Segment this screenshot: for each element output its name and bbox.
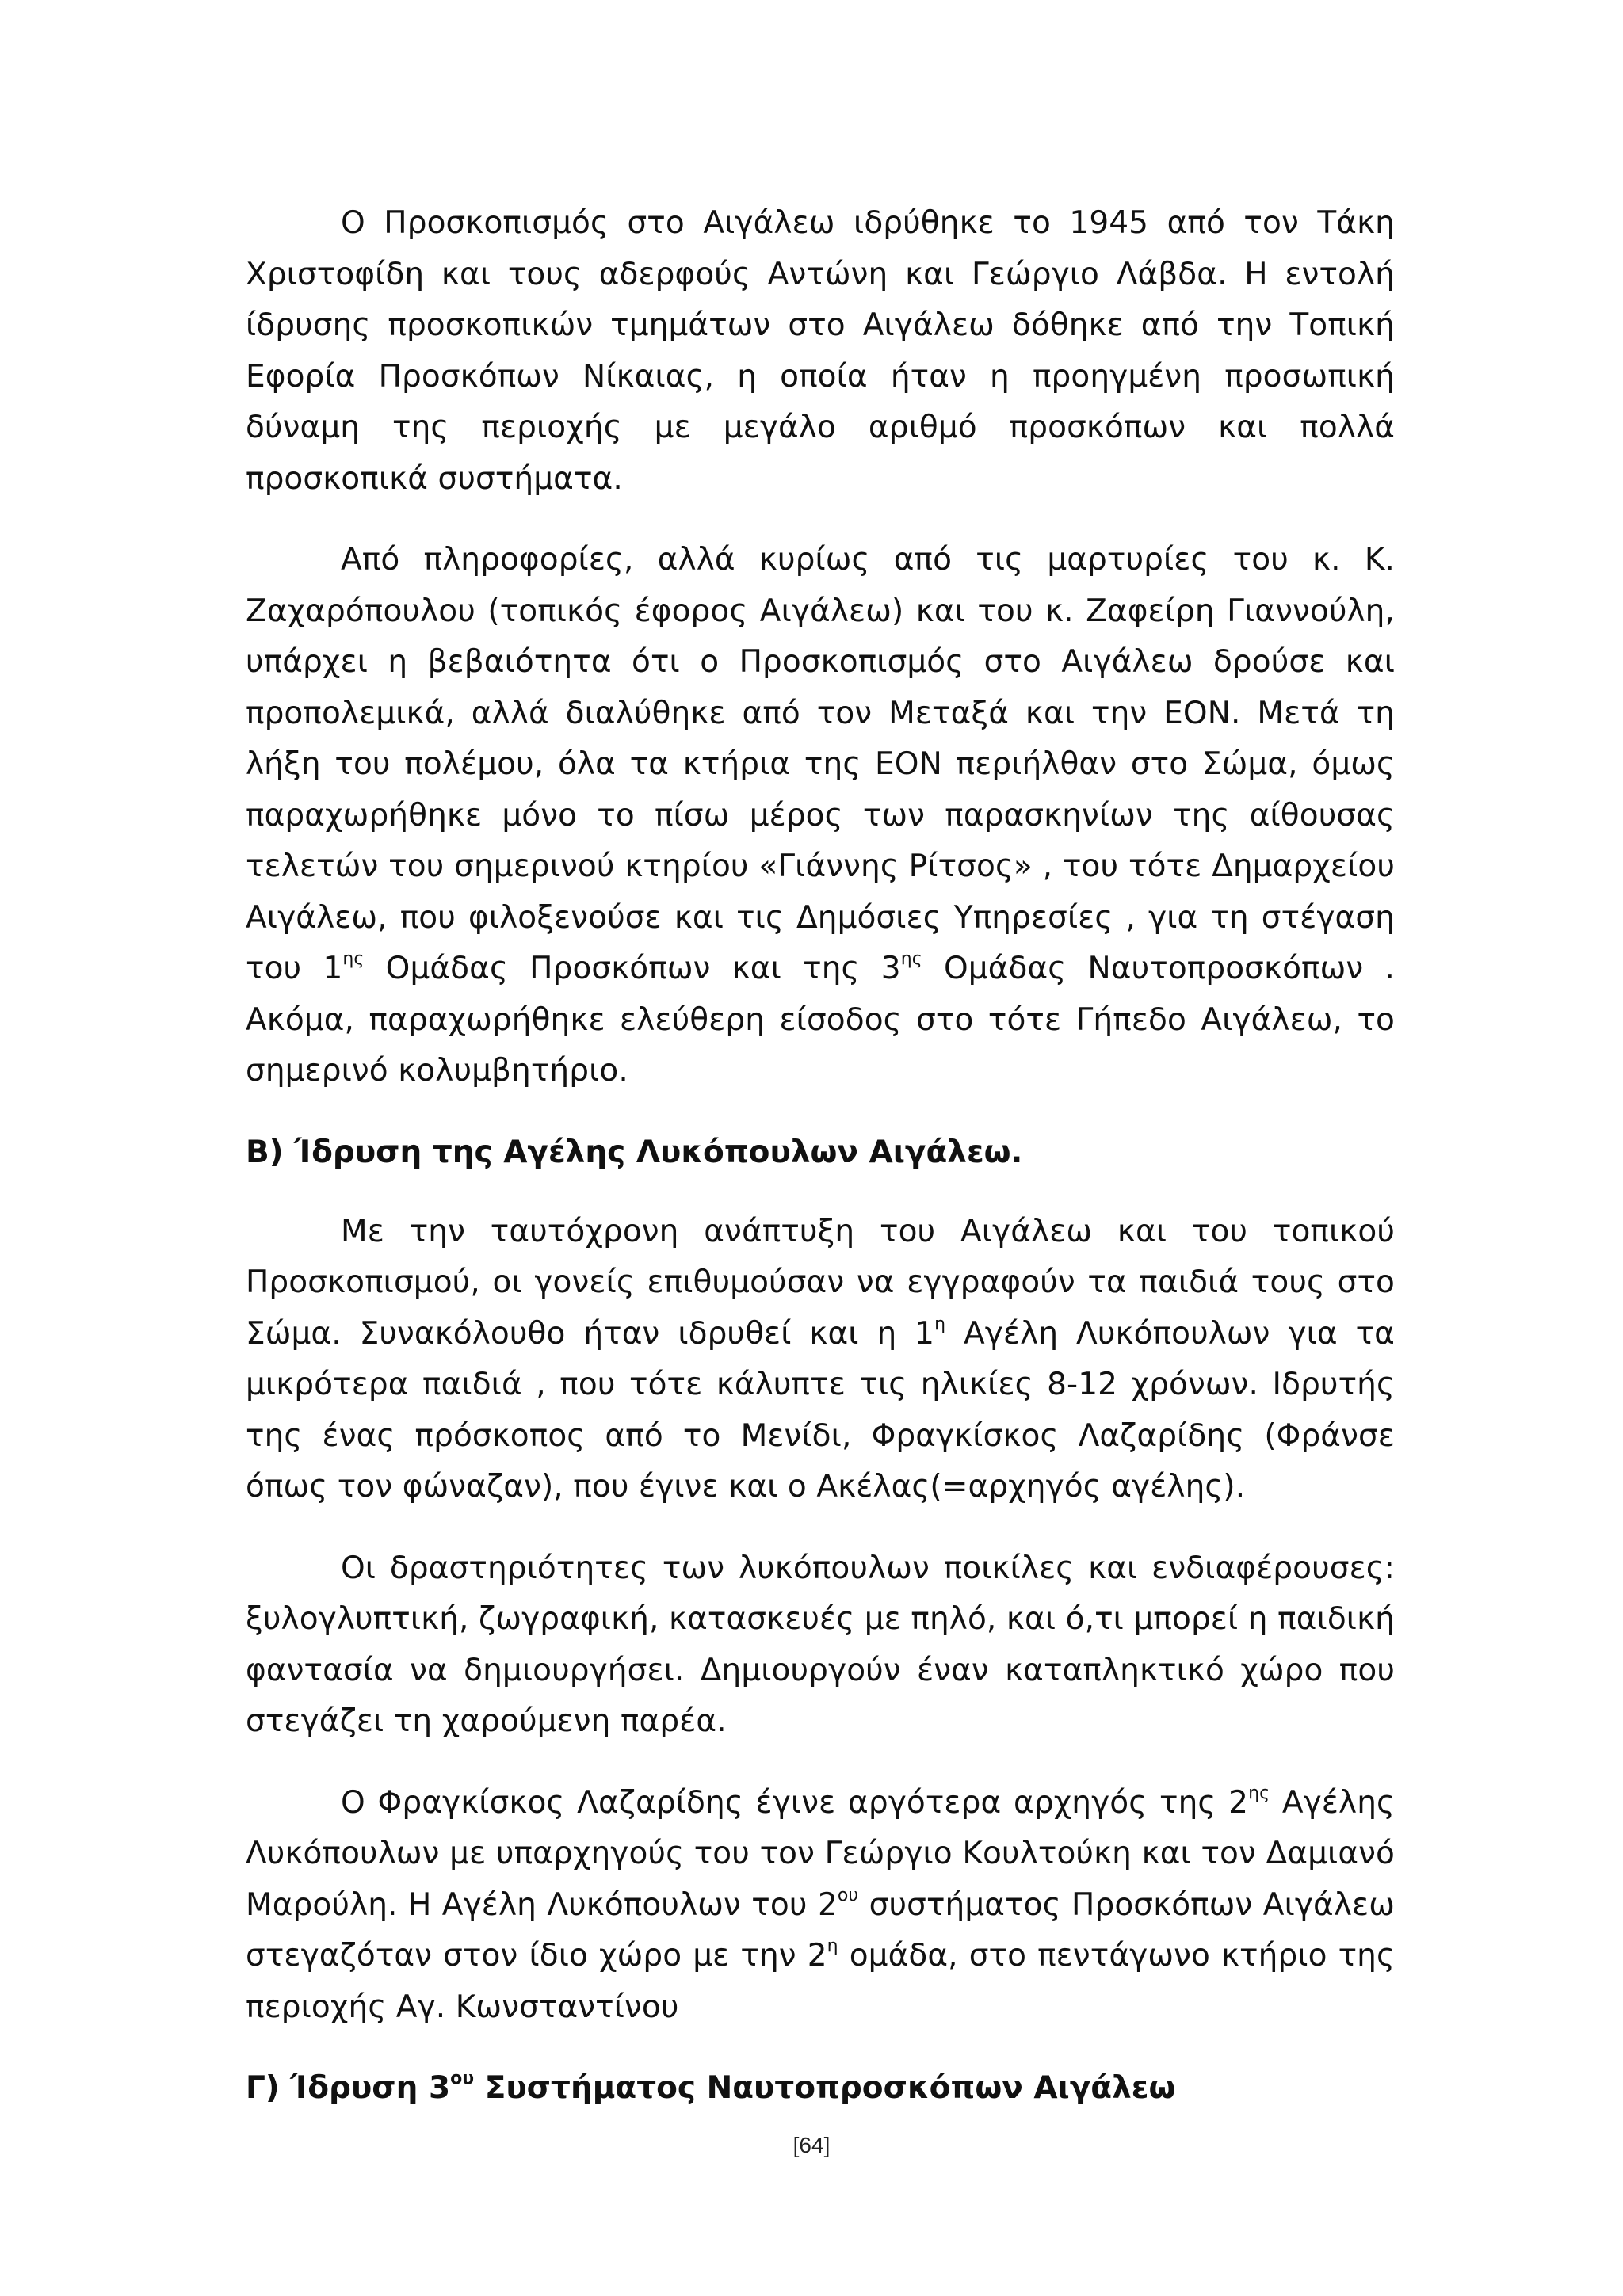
paragraph-leadership: Ο Φραγκίσκος Λαζαρίδης έγινε αργότερα αρχηγός της $2^{\eta\varsigma}$ Αγέλης Λυκόπουλων με υπαρχηγούς του τον Γεώργιο Κουλτούκη και τον Δαμιανό Μαρούλη. Η Αγέλη Λυκόπουλων του $2^{o\upsilon}$ συστήματος Προσκόπων Αιγάλεω στεγαζόταν στον ίδιο χώρο με την $2^\eta$ ομάδα, στο πεντάγωνο κτήριο της περιοχής Αγ. Κωνσταντίνου [246,1783,1396,2025]
paragraph-cub-pack: Με την ταυτόχρονη ανάπτυξη του Αιγάλεω και του τοπικού Προσκοπισμού, οι γονείς επιθυμούσαν να εγγραφούν τα παιδιά τους στο Σώμα. Συνακόλουθο ήταν ιδρυθεί και η $1^\eta$ Αγέλη Λυκόπουλων για τα μικρότερα παιδιά , που τότε κάλυπτε τις ηλικίες 8-12 χρόνων. Ιδρυτής της ένας πρόσκοπος από το Μενίδι, Φραγκίσκος Λαζαρίδης (Φράνσε όπως τον φώναζαν), που έγινε και ο Ακέλας(=αρχηγός αγέλης). [246,1213,1395,1505]
paragraph-founding: Ο Προσκοπισμός στο Αιγάλεω ιδρύθηκε το 1945 από τον Τάκη Χριστοφίδη και τους αδερφούς Αντώνη και Γεώργιο Λάβδα. Η εντολή ίδρυσης προσκοπικών τμημάτων στο Αιγάλεω δόθηκε από την Τοπική Εφορία Προσκόπων Νίκαιας, η οποία ήταν η προηγμένη προσωπική δύναμη της περιοχής με μεγάλο αριθμό προσκόπων και πολλά προσκοπικά συστήματα. [246,205,1395,497]
paragraph-activities: Οι δραστηριότητες των λυκόπουλων ποικίλες και ενδιαφέρουσες: ξυλογλυπτική, ζωγραφική, κατασκευές με πηλό, και ό,τι μπορεί η παιδική φαντασία να δημιουργήσει. Δημιουργούν έναν καταπληκτικό χώρο που στεγάζει τη χαρούμενη παρέα. [246,1550,1395,1739]
page-number: [64] [792,2133,831,2157]
paragraph-testimonies: Από πληροφορίες, αλλά κυρίως από τις μαρτυρίες του κ. Κ. Ζαχαρόπουλου (τοπικός έφορος Αιγάλεω) και του κ. Ζαφείρη Γιαννούλη, υπάρχει η βεβαιότητα ότι ο Προσκοπισμός στο Αιγάλεω δρούσε και προπολεμικά, αλλά διαλύθηκε από τον Μεταξά και την ΕΟΝ. Μετά τη λήξη του πολέμου, όλα τα κτήρια της ΕΟΝ περιήλθαν στο Σώμα, όμως παραχωρήθηκε μόνο το πίσω μέρος των παρασκηνίων της αίθουσας τελετών του σημερινού κτηρίου «Γιάννης Ρίτσος» , του τότε Δημαρχείου Αιγάλεω, που φιλοξενούσε και τις Δημόσιες Υπηρεσίες , για τη στέγαση του $1^{\eta\varsigma}$ Ομάδας Προσκόπων και της $3^{\eta\varsigma}$ Ομάδας Ναυτοπροσκόπων . Ακόμα, παραχωρήθηκε ελεύθερη είσοδος στο τότε Γήπεδο Αιγάλεω, το σημερινό κολυμβητήριο. [246,542,1395,1089]
section-heading-b: Β) Ίδρυση της Αγέλης Λυκόπουλων Αιγάλεω. [246,1134,1023,1170]
document-body [246,198,1395,2142]
section-heading-c: Γ) Ίδρυση $3^{o\upsilon}$ Συστήματος Ναυτοπροσκόπων Αιγάλεω [246,2069,1176,2106]
